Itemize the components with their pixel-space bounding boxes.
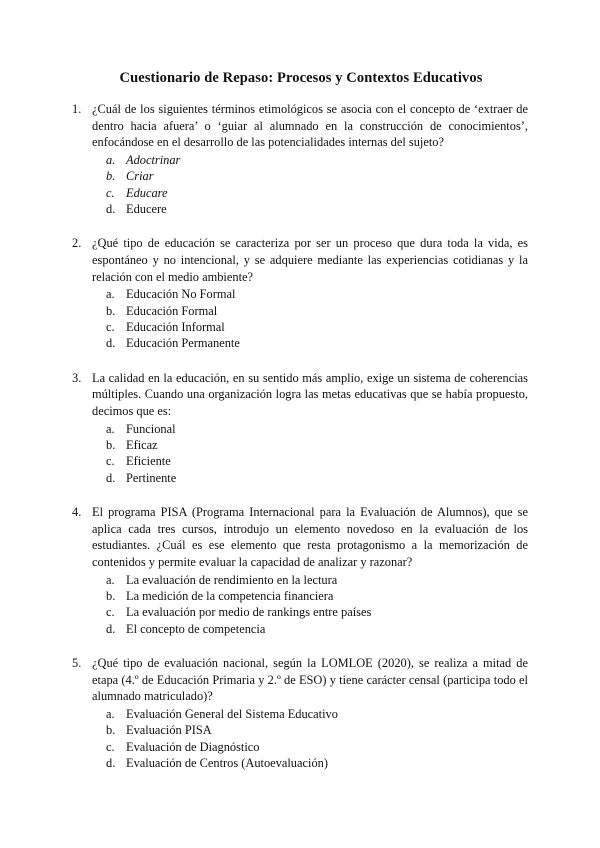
question-1: [72, 101, 528, 217]
option-text: Eficaz: [126, 438, 158, 452]
option-text: Eficiente: [126, 454, 171, 469]
option-list: [92, 706, 528, 772]
option-letter: d.: [106, 621, 116, 636]
option-text: Educare: [126, 185, 168, 200]
option-list: [92, 286, 528, 352]
option-list: [92, 572, 528, 638]
option-letter: c.: [106, 185, 115, 200]
option-d: [92, 755, 528, 771]
option-letter: a.: [106, 421, 115, 436]
question-text: La calidad en la educación, en su sentido más amplio, exige un sistema de coherencias múltiples. Cuando una organización logra las metas educativas que se había propuesto, decimos que es:: [92, 370, 528, 418]
option-text: Criar: [126, 169, 154, 184]
option-text: Funcional: [126, 421, 176, 436]
option-letter: d.: [106, 336, 116, 351]
option-text: Educere: [126, 202, 167, 216]
option-letter: b.: [106, 723, 116, 738]
option-letter: d.: [106, 756, 116, 771]
option-letter: d.: [106, 202, 116, 216]
question-text: ¿Qué tipo de evaluación nacional, según la LOMLOE (2020), se realiza a mitad de etapa (4.º de Educación Primaria y 2.º de ESO) y tiene carácter censal (participa todo el alumnado matriculado)?: [92, 656, 528, 704]
option-text: El concepto de competencia: [126, 621, 266, 636]
option-letter: d.: [106, 470, 116, 485]
option-letter: a.: [106, 287, 115, 302]
option-letter: c.: [106, 454, 115, 469]
option-letter: a.: [106, 152, 116, 167]
question-number: 2.: [72, 236, 82, 251]
option-a: [92, 286, 528, 302]
option-text: Pertinente: [126, 470, 177, 485]
question-number: 4.: [72, 505, 82, 520]
option-d: [92, 335, 528, 351]
option-b: [92, 437, 528, 453]
option-c: [92, 453, 528, 469]
option-letter: c.: [106, 739, 115, 754]
option-list: [92, 152, 528, 218]
option-b: [92, 722, 528, 738]
option-text: Educación Informal: [126, 320, 225, 334]
option-a: [92, 152, 528, 168]
option-text: La evaluación por medio de rankings entre países: [126, 605, 372, 620]
option-text: La medición de la competencia financiera: [126, 589, 334, 603]
option-b: [92, 303, 528, 319]
option-letter: c.: [106, 320, 115, 334]
option-c: [92, 739, 528, 755]
option-letter: c.: [106, 605, 115, 620]
option-letter: a.: [106, 707, 115, 721]
question-number: 3.: [72, 370, 82, 385]
option-text: Educación Permanente: [126, 336, 240, 351]
option-letter: b.: [106, 438, 116, 452]
option-b: [92, 168, 528, 184]
question-text: ¿Cuál de los siguientes términos etimológicos se asocia con el concepto de ‘extraer de dentro hacia afuera’ o ‘guiar al alumnado en la construcción de conocimientos’, enfocándose en el desarrollo de las potencialidades internas del sujeto?: [92, 102, 528, 150]
question-3: [72, 370, 528, 486]
option-d: [92, 201, 528, 217]
option-letter: b.: [106, 169, 116, 184]
option-text: Educación No Formal: [126, 287, 236, 302]
option-text: Evaluación de Diagnóstico: [126, 739, 260, 754]
option-a: [92, 706, 528, 722]
option-c: [92, 604, 528, 620]
option-text: Educación Formal: [126, 303, 218, 318]
option-letter: b.: [106, 303, 116, 318]
option-text: Adoctrinar: [126, 152, 181, 167]
option-text: Evaluación PISA: [126, 723, 212, 738]
option-a: [92, 421, 528, 437]
option-d: [92, 621, 528, 637]
document-title: Cuestionario de Repaso: Procesos y Contextos Educativos: [119, 70, 483, 86]
option-d: [92, 470, 528, 486]
question-4: [72, 504, 528, 637]
question-text: El programa PISA (Programa Internacional para la Evaluación de Alumnos), que se aplica cada tres cursos, introdujo un elemento novedoso en la evaluación de los estudiantes. ¿Cuál es ese elemento que resta protagonismo a la memorización de contenidos y permite evaluar la capacidad de analizar y razonar?: [92, 505, 528, 569]
option-text: Evaluación de Centros (Autoevaluación): [126, 756, 328, 771]
option-list: [92, 421, 528, 487]
option-letter: b.: [106, 589, 116, 603]
question-number: 5.: [72, 656, 82, 671]
question-5: [72, 655, 528, 771]
option-text: Evaluación General del Sistema Educativo: [126, 707, 338, 721]
option-letter: a.: [106, 572, 115, 587]
question-2: [72, 235, 528, 351]
option-c: [92, 319, 528, 335]
question-number: 1.: [72, 102, 82, 116]
option-b: [92, 588, 528, 604]
question-text: ¿Qué tipo de educación se caracteriza por ser un proceso que dura toda la vida, es espontáneo y no intencional, y se adquiere mediante las experiencias cotidianas y la relación con el medio ambiente?: [92, 236, 528, 284]
option-c: [92, 185, 528, 201]
option-text: La evaluación de rendimiento en la lectura: [126, 572, 338, 587]
option-a: [92, 572, 528, 588]
